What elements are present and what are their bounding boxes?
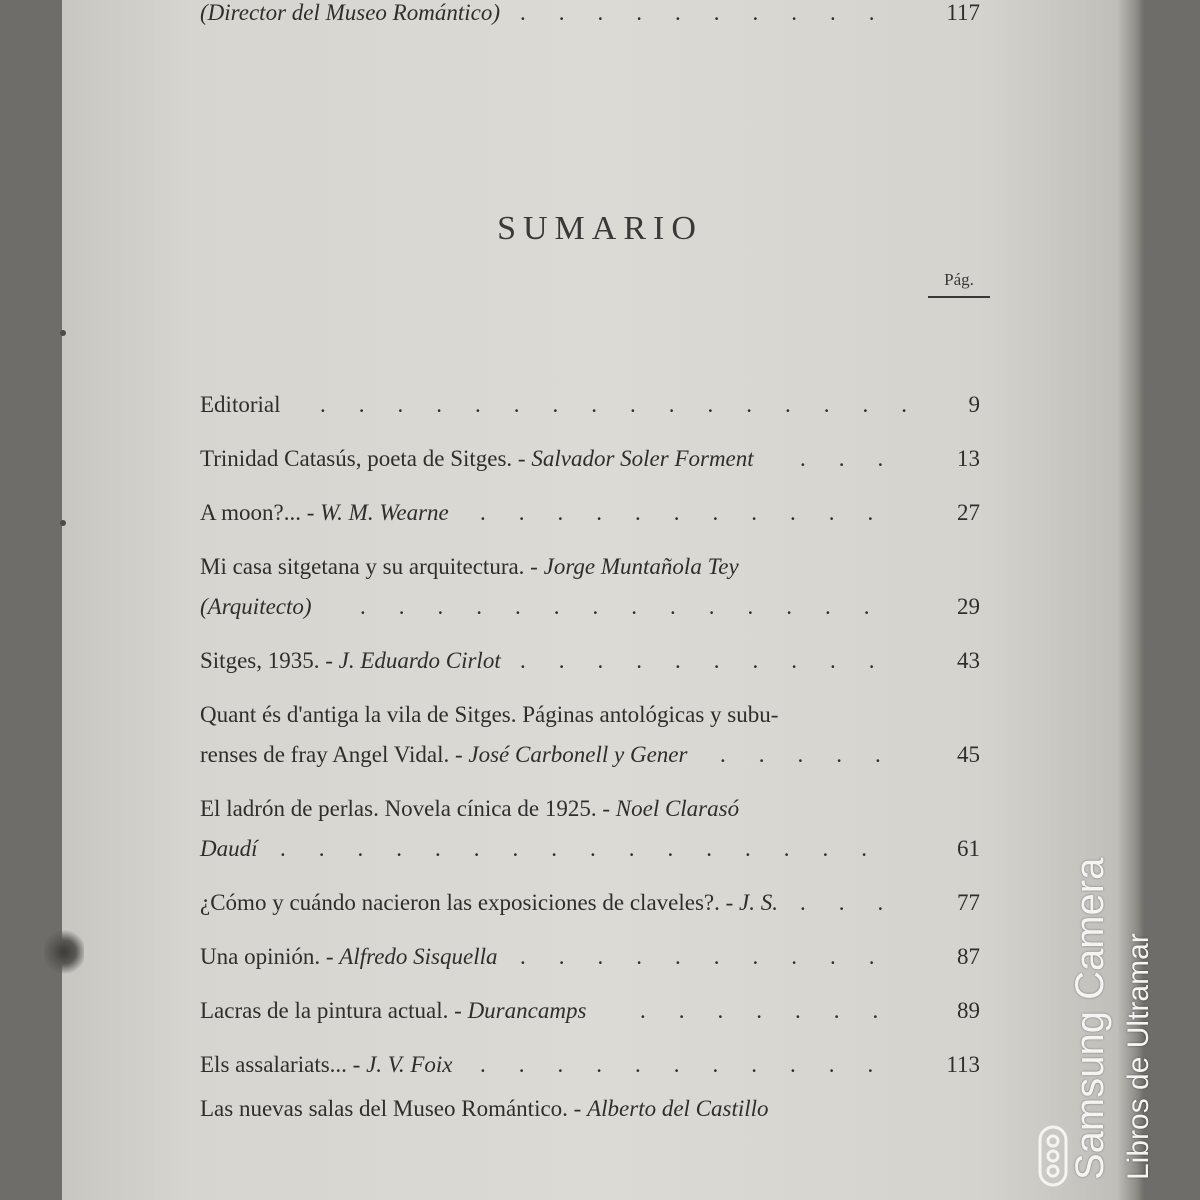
- toc-entry-author: J. Eduardo Cirlot: [338, 648, 501, 673]
- toc-entry-author: W. M. Wearne: [320, 500, 449, 525]
- toc-entry-line: [200, 648, 980, 682]
- dot-leader: ...: [800, 890, 917, 915]
- toc-entry-text: [200, 500, 449, 526]
- toc-entry-line: [200, 1052, 980, 1086]
- toc-entry-line: [200, 1096, 980, 1130]
- toc-entry-title: Mi casa sitgetana y su arquitectura. -: [200, 554, 544, 579]
- toc-entry-text: [200, 836, 258, 862]
- dot-leader: ...........: [480, 1052, 907, 1077]
- toc-entry-text: [200, 1052, 453, 1078]
- camera-lens-icon: [1038, 1125, 1068, 1187]
- toc-entry-author: Noel Clarasó: [615, 796, 740, 821]
- toc-entry-line: [200, 702, 980, 736]
- toc-entry-author: Alfredo Sisquella: [339, 944, 498, 969]
- toc-entry-page: 117: [946, 0, 980, 25]
- toc-entry-author: (Arquitecto): [200, 594, 312, 619]
- toc-entry-text: [200, 944, 497, 970]
- toc-entry-title: Sitges, 1935. -: [200, 648, 339, 673]
- toc-entry-line: [200, 890, 980, 924]
- toc-entry-author: Alberto del Castillo: [587, 1096, 769, 1121]
- toc-entry-page: 61: [957, 836, 980, 861]
- toc-entry-text: [200, 446, 754, 472]
- binding-hole: [60, 330, 66, 336]
- dot-leader: ...........: [480, 500, 907, 525]
- dot-leader: ...: [800, 446, 917, 471]
- watermark-brand: Samsung Camera: [1068, 857, 1112, 1180]
- dot-leader: ................: [320, 392, 940, 417]
- toc-entry-title: A moon?... -: [200, 500, 321, 525]
- toc-entry-page: 89: [957, 998, 980, 1023]
- toc-entry-text: [200, 594, 312, 620]
- toc-entry-title: Lacras de la pintura actual. -: [200, 998, 468, 1023]
- toc-entry-author: J. V. Foix: [366, 1052, 453, 1077]
- binding-staple: [44, 930, 84, 974]
- toc-entry-line: [200, 742, 980, 776]
- toc-entry-line: [200, 998, 980, 1032]
- binding-hole: [60, 520, 66, 526]
- toc-entry-line: [200, 594, 980, 628]
- toc-entry-text: [200, 998, 586, 1024]
- page-column-label: Pág.: [928, 270, 990, 298]
- toc-entry-text: [200, 890, 778, 916]
- toc-entry-author: José Carbonell y Gener: [468, 742, 688, 767]
- toc-entry-line: [200, 554, 980, 588]
- toc-entry-author: J. S.: [739, 890, 778, 915]
- toc-entry-title: ¿Cómo y cuándo nacieron las exposiciones de claveles?. -: [200, 890, 740, 915]
- toc-entry-page: 27: [957, 500, 980, 525]
- toc-entry-text: [200, 0, 500, 26]
- toc-entry-author: (Director del Museo Romántico): [200, 0, 500, 25]
- toc-entry-line: [200, 796, 980, 830]
- page-title: SUMARIO: [497, 210, 703, 247]
- toc-entry-title: Quant és d'antiga la vila de Sitges. Páginas antológicas y subu-: [200, 702, 779, 727]
- toc-entry-author: Jorge Muntañola Tey: [543, 554, 739, 579]
- toc-entry-title: Las nuevas salas del Museo Romántico. -: [200, 1096, 588, 1121]
- dot-leader: ..........: [520, 944, 908, 969]
- toc-entry-page: 87: [957, 944, 980, 969]
- dot-leader: ..............: [360, 594, 903, 619]
- toc-entry-page: 77: [957, 890, 980, 915]
- toc-entry-text: [200, 742, 687, 768]
- toc-entry-line: [200, 392, 980, 426]
- toc-entry-line: [200, 0, 980, 34]
- toc-entry-page: 43: [957, 648, 980, 673]
- toc-entry-page: 13: [957, 446, 980, 471]
- toc-entry-page: 29: [957, 594, 980, 619]
- toc-entry-author: Durancamps: [467, 998, 587, 1023]
- toc-entry-page: 45: [957, 742, 980, 767]
- toc-entry-title: El ladrón de perlas. Novela cínica de 1925. -: [200, 796, 616, 821]
- toc-entry-line: [200, 836, 980, 870]
- toc-entry-page: 113: [946, 1052, 980, 1077]
- toc-entry-author: Salvador Soler Forment: [531, 446, 754, 471]
- toc-entry-text: [200, 1096, 769, 1122]
- toc-entry-title: Trinidad Catasús, poeta de Sitges. -: [200, 446, 532, 471]
- toc-entry-text: [200, 796, 739, 822]
- dot-leader: .......: [640, 998, 912, 1023]
- toc-entry-line: [200, 446, 980, 480]
- toc-entry-title: Editorial: [200, 392, 281, 417]
- toc-entry-title: renses de fray Angel Vidal. -: [200, 742, 469, 767]
- toc-entry-text: [200, 702, 778, 728]
- toc-entry-title: Els assalariats... -: [200, 1052, 367, 1077]
- watermark-shop: Libros de Ultramar: [1122, 933, 1155, 1180]
- toc-entry-line: [200, 500, 980, 534]
- toc-entry-text: [200, 554, 739, 580]
- dot-leader: ..........: [520, 648, 908, 673]
- dot-leader: ................: [280, 836, 900, 861]
- dot-leader: ..........: [520, 0, 908, 25]
- toc-entry-text: [200, 392, 280, 418]
- toc-entry-page: 9: [968, 392, 980, 417]
- toc-entry-text: [200, 648, 501, 674]
- toc-entry-line: [200, 944, 980, 978]
- toc-entry-title: Una opinión. -: [200, 944, 340, 969]
- toc-entry-author: Daudí: [200, 836, 258, 861]
- dot-leader: .....: [720, 742, 914, 767]
